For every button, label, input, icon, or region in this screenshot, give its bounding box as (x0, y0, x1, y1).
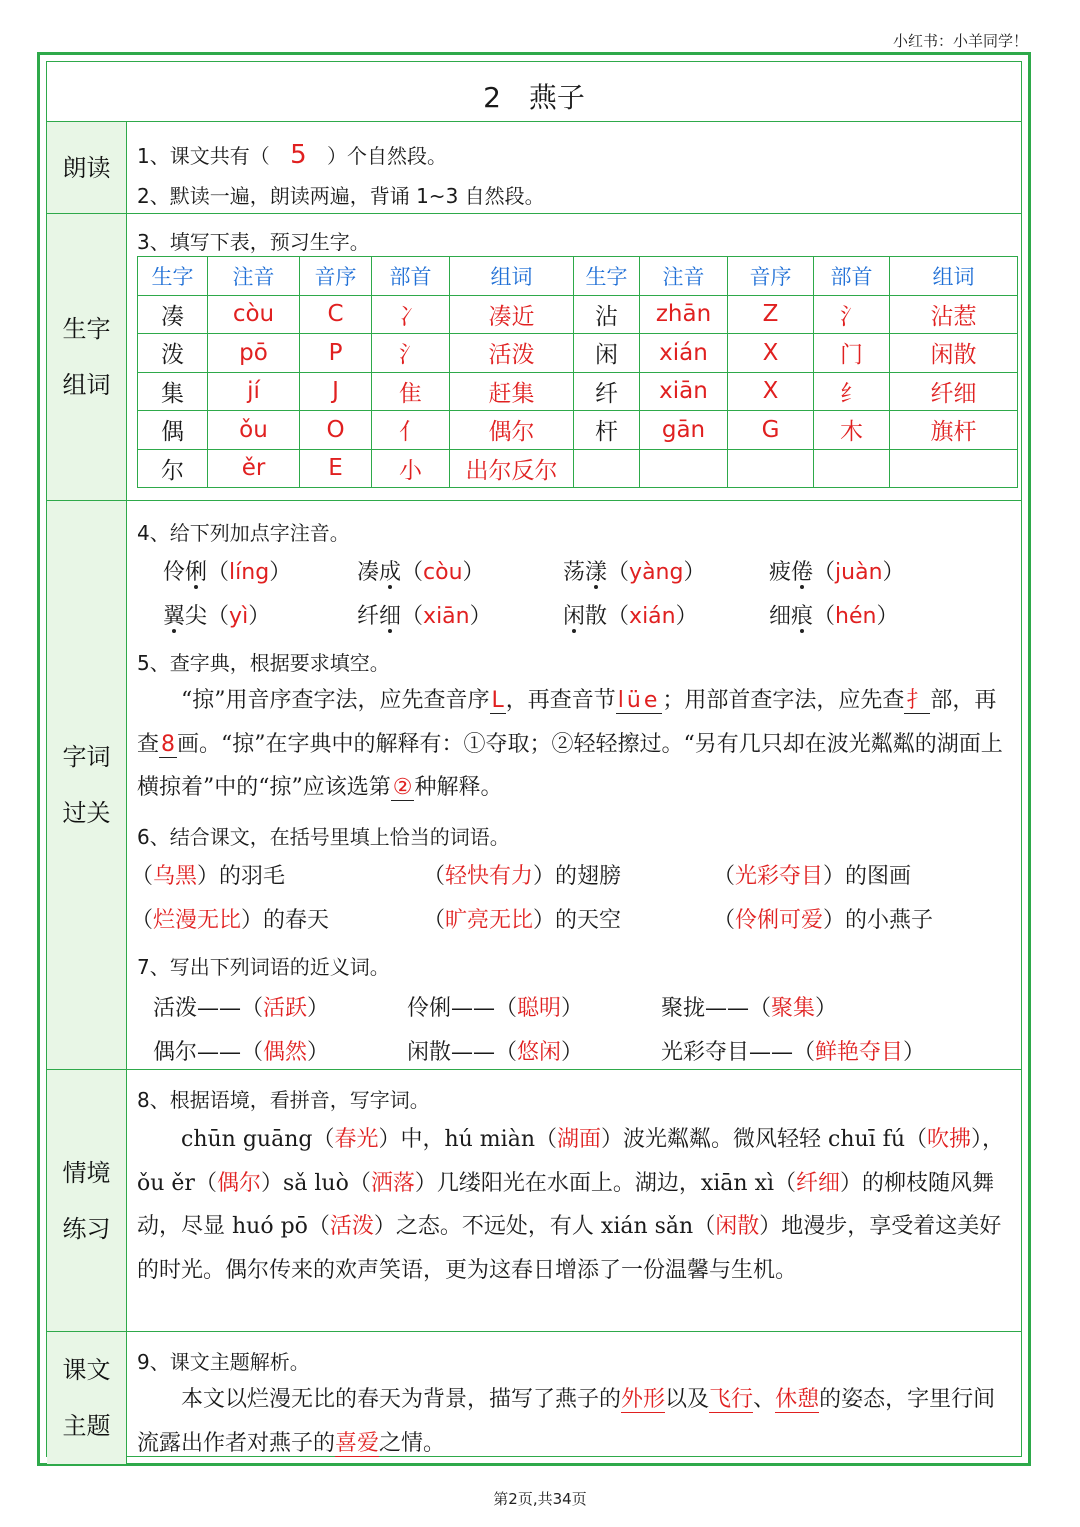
question-7: 7、写出下列词语的近义词。 (137, 955, 390, 979)
table-cell: 凑近 (450, 295, 574, 334)
q9-paragraph (137, 1378, 1013, 1465)
q4-answer: xián (629, 604, 676, 629)
characters-content (127, 214, 1021, 500)
table-cell: 木 (814, 411, 890, 450)
table-cell: J (300, 372, 372, 411)
label-line: 课文 (62, 1356, 111, 1384)
q4-char: 细 (769, 604, 792, 629)
label-line: 主题 (62, 1412, 111, 1440)
q4-item (163, 599, 270, 630)
q4-item (769, 555, 905, 586)
q7-item (153, 1035, 329, 1066)
characters-section (47, 214, 1021, 501)
q7-open-paren: （ (241, 996, 264, 1021)
para-answer: 闲散 (715, 1214, 760, 1239)
title-row (47, 62, 1021, 122)
q7-item (661, 1035, 925, 1066)
q4-item (769, 599, 898, 630)
q4-item (163, 555, 291, 586)
table-row (138, 295, 1018, 334)
table-cell: 赶集 (450, 372, 574, 411)
q4-char: 成 (379, 560, 402, 585)
q6-open-paren: （ (131, 864, 154, 889)
para-text: 、 (753, 1387, 776, 1412)
q5-answer-radical: 扌 (906, 688, 929, 713)
reading-label (47, 122, 127, 213)
table-cell: X (728, 334, 814, 373)
q4-open-paren: （ (401, 604, 424, 629)
q4-item (357, 555, 485, 586)
q4-close-paren: ） (882, 560, 905, 585)
table-cell: 活泼 (450, 334, 574, 373)
para-answer: 纤细 (796, 1170, 841, 1196)
q7-answer: 悠闲 (517, 1040, 562, 1065)
para-text: ）地漫步，享受着这美好的时光。偶尔传来的欢声笑语，更为这春日增添了一份温馨与生机。 (137, 1214, 1002, 1283)
para-answer: 偶尔 (216, 1170, 261, 1196)
q6-suffix: 的羽毛 (219, 864, 286, 889)
table-cell: 沾 (574, 295, 640, 334)
table-header-cell: 音序 (300, 257, 372, 296)
q7-answer: 活跃 (263, 996, 308, 1021)
page-title: 2 燕子 (483, 81, 585, 114)
q4-close-paren: ） (683, 560, 706, 585)
label-line: 组词 (62, 371, 111, 399)
table-cell: zhān (640, 295, 728, 334)
q4-item (357, 599, 492, 630)
q4-char: 疲 (769, 560, 792, 585)
q6-item (131, 859, 285, 890)
q4-close-paren: ） (462, 560, 485, 585)
q4-char: 闲 (563, 604, 586, 629)
table-cell: C (300, 295, 372, 334)
q7-open-paren: （ (241, 1040, 264, 1065)
table-header-cell: 注音 (640, 257, 728, 296)
q5-text: “掠”用音序查字法，应先查音序 (181, 688, 490, 713)
q4-char: 痕 (791, 604, 814, 629)
words-content (127, 501, 1021, 1069)
theme-label (47, 1332, 127, 1464)
q6-close-paren: ） (533, 908, 556, 933)
label-line: 朗读 (62, 153, 111, 182)
q4-close-paren: ） (269, 560, 292, 585)
q7-word: 闲散—— (407, 1040, 496, 1065)
table-cell: pō (208, 334, 300, 373)
q7-close-paren: ） (561, 1040, 584, 1065)
para-answer: 春光 (334, 1127, 379, 1152)
q6-open-paren: （ (423, 908, 446, 933)
table-cell: 泼 (138, 334, 208, 373)
q7-open-paren: （ (495, 1040, 518, 1065)
q4-open-paren: （ (207, 560, 230, 585)
para-answer: 休憩 (775, 1387, 820, 1412)
table-cell: 隹 (372, 372, 450, 411)
q4-close-paren: ） (248, 604, 271, 629)
q5-answer-initial: L (491, 688, 504, 713)
q6-close-paren: ） (197, 864, 220, 889)
q7-item (407, 991, 583, 1022)
q6-answer: 光彩夺目 (735, 864, 824, 889)
q7-word: 活泼—— (153, 996, 242, 1021)
label-line: 字词 (62, 743, 111, 771)
theme-content (127, 1332, 1021, 1464)
para-text: ）波光粼粼。微风轻轻 chuī fú（ (601, 1127, 927, 1152)
table-header-cell: 组词 (450, 257, 574, 296)
q6-close-paren: ） (823, 864, 846, 889)
character-table (137, 256, 1018, 488)
q6-item (423, 903, 621, 934)
label-line: 练习 (62, 1214, 111, 1243)
q7-close-paren: ） (561, 996, 584, 1021)
q4-open-paren: （ (401, 560, 424, 585)
q7-close-paren: ） (815, 996, 838, 1021)
q6-answer: 轻快有力 (445, 864, 534, 889)
q7-open-paren: （ (749, 996, 772, 1021)
table-header-cell: 组词 (890, 257, 1018, 296)
table-row (138, 411, 1018, 450)
q6-suffix: 的翅膀 (555, 864, 622, 889)
table-cell: ǒu (208, 411, 300, 450)
question-3: 3、填写下表，预习生字。 (137, 230, 370, 254)
table-cell: 集 (138, 372, 208, 411)
q4-item (563, 555, 705, 586)
q7-close-paren: ） (307, 1040, 330, 1065)
q4-open-paren: （ (813, 560, 836, 585)
table-cell: G (728, 411, 814, 450)
table-cell: O (300, 411, 372, 450)
q1-suffix: ）个自然段。 (327, 144, 447, 168)
q4-char: 倦 (791, 560, 814, 585)
table-cell: jí (208, 372, 300, 411)
table-header-cell: 生字 (138, 257, 208, 296)
q6-close-paren: ） (823, 908, 846, 933)
words-section (47, 501, 1021, 1070)
q7-word: 偶尔—— (153, 1040, 242, 1065)
table-cell: 杆 (574, 411, 640, 450)
para-text: ）中，hú miàn（ (378, 1127, 557, 1152)
q4-char: 散 (585, 604, 608, 629)
q8-paragraph (137, 1118, 1013, 1292)
q4-close-paren: ） (876, 604, 899, 629)
table-cell: 偶 (138, 411, 208, 450)
q6-item (423, 859, 621, 890)
q7-word: 伶俐—— (407, 996, 496, 1021)
question-5: 5、查字典，根据要求填空。 (137, 651, 390, 675)
question-2: 2、默读一遍，朗读两遍，背诵 1~3 自然段。 (137, 184, 545, 208)
q4-answer: còu (423, 560, 463, 585)
table-cell: 小 (372, 449, 450, 488)
para-text: ）的柳枝随风舞动，尽显 huó pō（ (137, 1170, 995, 1239)
q6-answer: 旷亮无比 (445, 908, 534, 933)
table-cell: gān (640, 411, 728, 450)
context-section (47, 1070, 1021, 1332)
characters-label (47, 214, 127, 500)
para-answer: 活泼 (329, 1214, 374, 1239)
q6-answer: 烂漫无比 (153, 908, 242, 933)
table-cell (814, 449, 890, 488)
q6-open-paren: （ (713, 908, 736, 933)
table-cell: 凑 (138, 295, 208, 334)
q7-answer: 偶然 (263, 1040, 308, 1065)
table-cell: ěr (208, 449, 300, 488)
table-cell: 出尔反尔 (450, 449, 574, 488)
table-cell: P (300, 334, 372, 373)
table-cell: X (728, 372, 814, 411)
para-answer: 飞行 (709, 1387, 754, 1412)
table-row (138, 449, 1018, 488)
table-cell: 亻 (372, 411, 450, 450)
table-cell (640, 449, 728, 488)
q6-suffix: 的春天 (263, 908, 330, 933)
q5-text: ；用部首查字法，应先查 (662, 688, 905, 713)
q4-open-paren: （ (207, 604, 230, 629)
q7-item (153, 991, 329, 1022)
label-line: 情境 (62, 1158, 111, 1187)
words-label (47, 501, 127, 1069)
q6-item (713, 859, 911, 890)
table-row (138, 334, 1018, 373)
para-text: 的姿态，字里行间流露出作者对燕子的 (137, 1387, 996, 1456)
q4-close-paren: ） (675, 604, 698, 629)
q7-word: 光彩夺目—— (661, 1040, 794, 1065)
q7-open-paren: （ (495, 996, 518, 1021)
q4-char: 俐 (185, 560, 208, 585)
context-content (127, 1070, 1021, 1331)
q1-prefix: 1、课文共有（ (137, 144, 270, 168)
q7-item (661, 991, 837, 1022)
q6-close-paren: ） (533, 864, 556, 889)
table-cell: 纟 (814, 372, 890, 411)
q4-open-paren: （ (607, 604, 630, 629)
para-text: 之情。 (379, 1430, 446, 1456)
q6-close-paren: ） (241, 908, 264, 933)
q4-item (563, 599, 698, 630)
q1-answer: 5 (290, 140, 307, 170)
q6-open-paren: （ (713, 864, 736, 889)
table-cell (574, 449, 640, 488)
table-header-cell: 注音 (208, 257, 300, 296)
para-answer: 外形 (621, 1387, 666, 1412)
table-cell: 门 (814, 334, 890, 373)
q7-item (407, 1035, 583, 1066)
q5-paragraph (137, 679, 1013, 810)
table-header-cell: 部首 (814, 257, 890, 296)
q4-answer: hén (835, 604, 877, 629)
table-cell: 纤细 (890, 372, 1018, 411)
question-9: 9、课文主题解析。 (137, 1350, 310, 1374)
table-cell: E (300, 449, 372, 488)
q7-word: 聚拢—— (661, 996, 750, 1021)
q5-text: 画。“掠”在字典中的解释有：①夺取；②轻轻擦过。“另有几只却在波光粼粼的湖面上横掠着”中的“掠”应该选第 (137, 731, 1003, 800)
q6-suffix: 的图画 (845, 864, 912, 889)
table-cell: 尔 (138, 449, 208, 488)
table-cell: 偶尔 (450, 411, 574, 450)
q7-answer: 聚集 (771, 996, 816, 1021)
q4-char: 翼 (163, 604, 186, 629)
table-cell: xián (640, 334, 728, 373)
q4-answer: líng (229, 560, 270, 585)
table-row (138, 372, 1018, 411)
table-header-cell: 音序 (728, 257, 814, 296)
table-cell: 氵 (372, 334, 450, 373)
label-line: 生字 (62, 315, 111, 343)
q4-char: 凑 (357, 560, 380, 585)
question-8: 8、根据语境，看拼音，写字词。 (137, 1088, 430, 1112)
q4-char: 纤 (357, 604, 380, 629)
q7-close-paren: ） (903, 1040, 926, 1065)
q4-char: 伶 (163, 560, 186, 585)
question-1 (137, 140, 447, 170)
q5-answer-strokes: 8 (161, 731, 176, 757)
q4-open-paren: （ (607, 560, 630, 585)
q7-answer: 聪明 (517, 996, 562, 1021)
q5-text: 种解释。 (414, 775, 503, 800)
table-cell: 沾惹 (890, 295, 1018, 334)
q5-answer-syllable: lüe (617, 688, 661, 713)
q5-answer-meaning: ② (392, 775, 413, 800)
table-cell: 氵 (814, 295, 890, 334)
question-4: 4、给下列加点字注音。 (137, 521, 350, 545)
table-cell: 旗杆 (890, 411, 1018, 450)
q4-answer: juàn (835, 560, 883, 585)
q5-text: 部，再查 (137, 688, 997, 757)
para-answer: 洒落 (370, 1170, 415, 1196)
q4-answer: yàng (629, 560, 684, 585)
q4-char: 尖 (185, 604, 208, 629)
table-cell (728, 449, 814, 488)
para-text: ）几缕阳光在水面上。湖边，xiān xì（ (414, 1170, 797, 1196)
para-text: ）sǎ luò（ (260, 1170, 371, 1196)
q7-answer: 鲜艳夺目 (815, 1040, 904, 1065)
page-footer: 第2页,共34页 (493, 1490, 587, 1508)
table-cell: còu (208, 295, 300, 334)
q7-open-paren: （ (793, 1040, 816, 1065)
para-text: ）之态。不远处，有人 xián sǎn（ (373, 1214, 716, 1239)
table-cell: Z (728, 295, 814, 334)
para-answer: 喜爱 (335, 1430, 380, 1456)
table-cell: 冫 (372, 295, 450, 334)
reading-section (47, 122, 1021, 214)
table-cell: 闲 (574, 334, 640, 373)
q5-text: ，再查音节 (505, 688, 616, 713)
q6-answer: 乌黑 (153, 864, 198, 889)
worksheet-inner (46, 61, 1022, 1457)
q4-answer: xiān (423, 604, 470, 629)
q6-answer: 伶俐可爱 (735, 908, 824, 933)
table-header-cell: 生字 (574, 257, 640, 296)
para-answer: 湖面 (556, 1127, 601, 1152)
top-note: 小红书：小羊同学！ (892, 32, 1028, 50)
para-text: 本文以烂漫无比的春天为背景，描写了燕子的 (137, 1387, 622, 1412)
q6-item (131, 903, 329, 934)
para-text: ），ǒu ěr（ (137, 1127, 1005, 1196)
q6-suffix: 的小燕子 (845, 908, 934, 933)
q6-open-paren: （ (131, 908, 154, 933)
q6-open-paren: （ (423, 864, 446, 889)
q4-char: 漾 (585, 560, 608, 585)
q6-item (713, 903, 933, 934)
label-line: 过关 (62, 799, 111, 827)
q4-answer: yì (229, 604, 249, 629)
context-label (47, 1070, 127, 1331)
para-answer: 吹拂 (927, 1127, 972, 1152)
question-6: 6、结合课文，在括号里填上恰当的词语。 (137, 825, 510, 849)
para-text: 以及 (665, 1387, 710, 1412)
q4-char: 荡 (563, 560, 586, 585)
q4-close-paren: ） (469, 604, 492, 629)
reading-content (127, 122, 1021, 213)
table-cell: 纤 (574, 372, 640, 411)
worksheet-frame (37, 52, 1031, 1466)
table-cell (890, 449, 1018, 488)
table-header-cell: 部首 (372, 257, 450, 296)
q6-suffix: 的天空 (555, 908, 622, 933)
q4-open-paren: （ (813, 604, 836, 629)
table-cell: xiān (640, 372, 728, 411)
q4-char: 细 (379, 604, 402, 629)
theme-section (47, 1332, 1021, 1464)
table-cell: 闲散 (890, 334, 1018, 373)
q7-close-paren: ） (307, 996, 330, 1021)
para-text: chūn guāng（ (137, 1127, 335, 1152)
